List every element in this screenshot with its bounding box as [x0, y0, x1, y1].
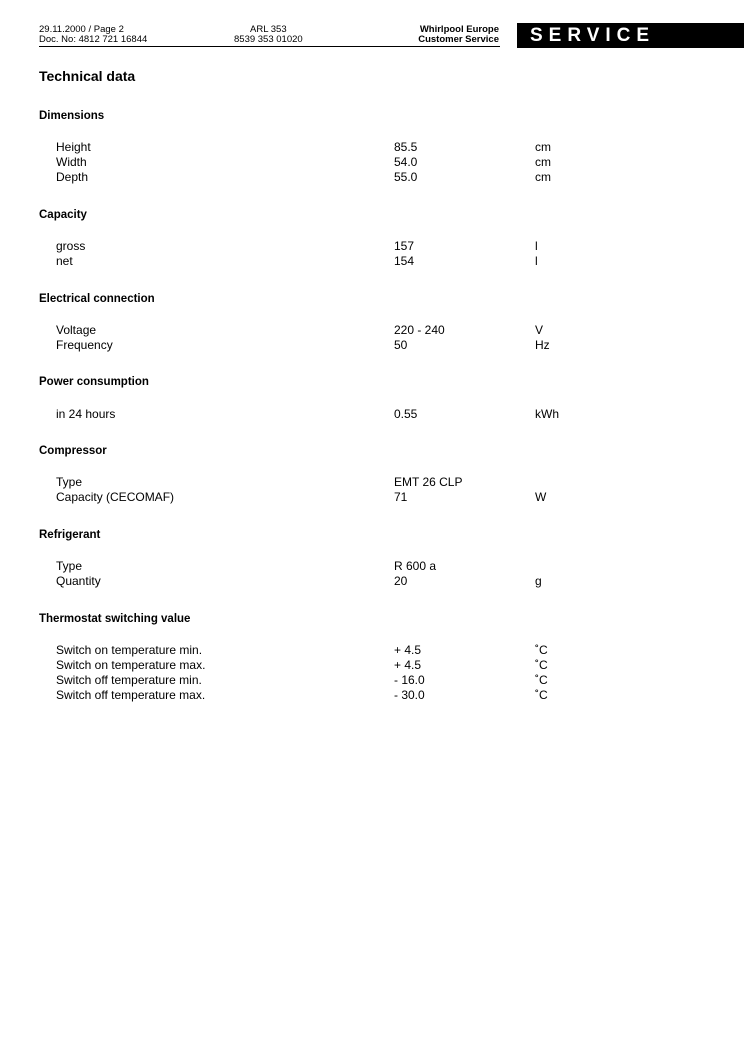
row-label: Width — [56, 155, 87, 169]
row-unit: V — [535, 323, 544, 337]
row-label: gross — [56, 239, 86, 253]
row-value: + 4.5 — [394, 658, 422, 672]
table-row — [0, 673, 744, 688]
row-value: 157 — [394, 239, 415, 253]
row-unit: l — [535, 239, 538, 253]
row-unit: g — [535, 574, 542, 588]
table-row — [0, 475, 744, 490]
row-unit: l — [535, 254, 538, 268]
row-unit: cm — [535, 155, 551, 169]
row-unit: ˚C — [535, 688, 548, 702]
table-row — [0, 155, 744, 170]
row-value: - 16.0 — [394, 673, 425, 687]
header-divider — [39, 46, 500, 47]
row-label: Frequency — [56, 338, 113, 352]
table-row — [0, 407, 744, 422]
table-row — [0, 323, 744, 338]
table-row — [0, 239, 744, 254]
header-company: Whirlpool Europe — [419, 24, 499, 35]
row-value: 71 — [394, 490, 408, 504]
table-row — [0, 170, 744, 185]
table-row — [0, 574, 744, 589]
section-title-electrical-connection: Electrical connection — [39, 293, 155, 305]
row-label: Switch on temperature max. — [56, 658, 206, 672]
row-unit: ˚C — [535, 658, 548, 672]
row-label: Type — [56, 475, 83, 489]
header-model: ARL 353 — [250, 24, 287, 35]
row-label: Voltage — [56, 323, 97, 337]
table-row — [0, 338, 744, 353]
row-label: Capacity (CECOMAF) — [56, 490, 175, 504]
row-value: 55.0 — [394, 170, 418, 184]
row-value: 0.55 — [394, 407, 418, 421]
header-date-page: 29.11.2000 / Page 2 — [39, 24, 124, 35]
section-title-capacity: Capacity — [39, 209, 87, 221]
header-department: Customer Service — [418, 34, 499, 45]
row-label: Switch off temperature min. — [56, 673, 202, 687]
row-value: 85.5 — [394, 140, 418, 154]
row-unit: ˚C — [535, 643, 548, 657]
table-row — [0, 254, 744, 269]
row-label: Switch on temperature min. — [56, 643, 203, 657]
row-value: 154 — [394, 254, 415, 268]
table-row — [0, 140, 744, 155]
row-value: - 30.0 — [394, 688, 425, 702]
header-doc-number: Doc. No: 4812 721 16844 — [39, 34, 148, 45]
table-row — [0, 643, 744, 658]
row-value: R 600 a — [394, 559, 437, 573]
table-row — [0, 490, 744, 505]
section-title-refrigerant: Refrigerant — [39, 529, 101, 541]
row-label: Switch off temperature max. — [56, 688, 206, 702]
row-value: 220 - 240 — [394, 323, 445, 337]
table-row — [0, 559, 744, 574]
row-value: EMT 26 CLP — [394, 475, 463, 489]
row-unit: kWh — [535, 407, 559, 421]
row-unit: cm — [535, 140, 551, 154]
row-unit: W — [535, 490, 547, 504]
row-value: 20 — [394, 574, 408, 588]
row-unit: ˚C — [535, 673, 548, 687]
table-row — [0, 688, 744, 703]
service-badge: SERVICE — [517, 23, 744, 48]
row-unit: Hz — [535, 338, 550, 352]
row-unit: cm — [535, 170, 551, 184]
section-title-compressor: Compressor — [39, 445, 107, 457]
row-label: Depth — [56, 170, 89, 184]
table-row — [0, 658, 744, 673]
row-label: Height — [56, 140, 91, 154]
row-value: 50 — [394, 338, 408, 352]
section-title-power-consumption: Power consumption — [39, 376, 149, 388]
row-value: 54.0 — [394, 155, 418, 169]
section-title-thermostat: Thermostat switching value — [39, 613, 191, 625]
header-code: 8539 353 01020 — [234, 34, 303, 45]
row-value: + 4.5 — [394, 643, 422, 657]
row-label: net — [56, 254, 73, 268]
page-title: Technical data — [39, 68, 136, 84]
section-title-dimensions: Dimensions — [39, 110, 105, 122]
row-label: Quantity — [56, 574, 101, 588]
row-label: in 24 hours — [56, 407, 116, 421]
row-label: Type — [56, 559, 83, 573]
